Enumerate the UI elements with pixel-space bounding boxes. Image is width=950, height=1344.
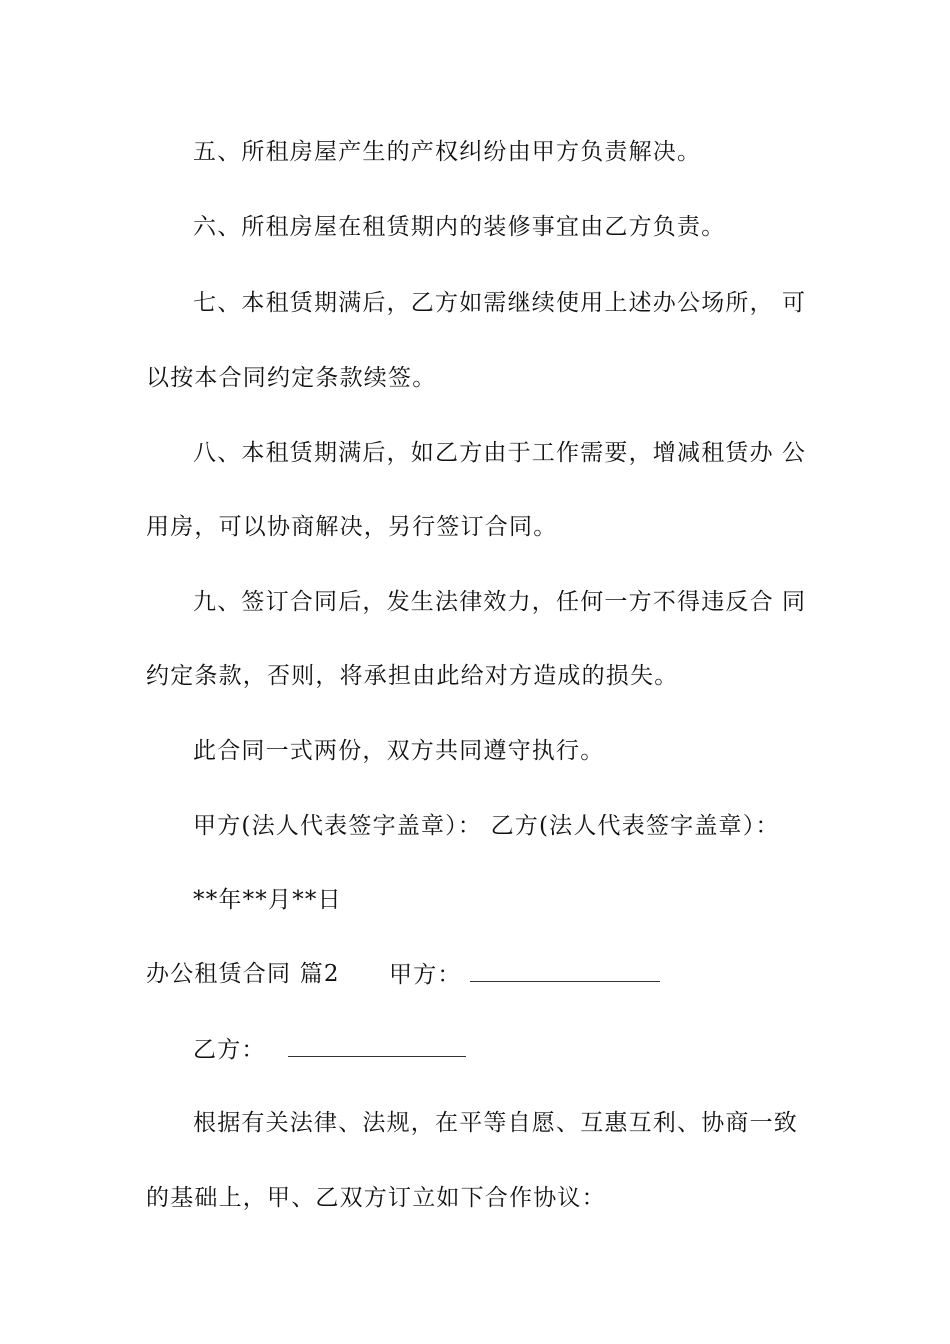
clause-9-line-2: 约定条款，否则，将承担由此给对方造成的损失。 xyxy=(146,663,679,689)
signature-line: 甲方(法人代表签字盖章）： 乙方(法人代表签字盖章）： xyxy=(193,813,780,839)
copies-note: 此合同一式两份，双方共同遵守执行。 xyxy=(193,738,605,764)
party-a-label: 甲方： xyxy=(389,962,462,988)
preamble-line-2: 的基础上，甲、乙双方订立如下合作协议： xyxy=(146,1185,606,1211)
clause-7-line-2: 以按本合同约定条款续签。 xyxy=(146,365,437,391)
clause-5: 五、所租房屋产生的产权纠纷由甲方负责解决。 xyxy=(193,139,702,165)
party-a-blank[interactable] xyxy=(470,959,660,982)
party-a-row xyxy=(389,959,660,990)
clause-9-line-end: 同 xyxy=(782,589,807,615)
party-b-label: 乙方： xyxy=(193,1037,266,1063)
clause-7-text: 七、本租赁期满后，乙方如需继续使用上述办公场所， xyxy=(193,290,774,316)
clause-9-line-1: 九、签订合同后，发生法律效力，任何一方不得违反合 xyxy=(193,589,774,615)
party-b-blank[interactable] xyxy=(288,1034,466,1057)
clause-7-line-end: 可 xyxy=(782,290,807,316)
clause-6: 六、所租房屋在租赁期内的装修事宜由乙方负责。 xyxy=(193,214,726,240)
contract-2-title: 办公租赁合同 篇2 xyxy=(146,961,340,987)
contract-2-header xyxy=(146,959,340,989)
date-line: **年**月**日 xyxy=(193,887,342,913)
clause-7-line-1 xyxy=(193,288,774,318)
clause-8-line-1: 八、本租赁期满后，如乙方由于工作需要，增减租赁办 xyxy=(193,440,774,466)
clause-8-line-2: 用房，可以协商解决，另行签订合同。 xyxy=(146,514,558,540)
party-b-row xyxy=(193,1034,466,1065)
clause-8-line-end: 公 xyxy=(782,440,807,466)
preamble-line-1: 根据有关法律、法规，在平等自愿、互惠互利、协商一致 xyxy=(193,1110,798,1136)
